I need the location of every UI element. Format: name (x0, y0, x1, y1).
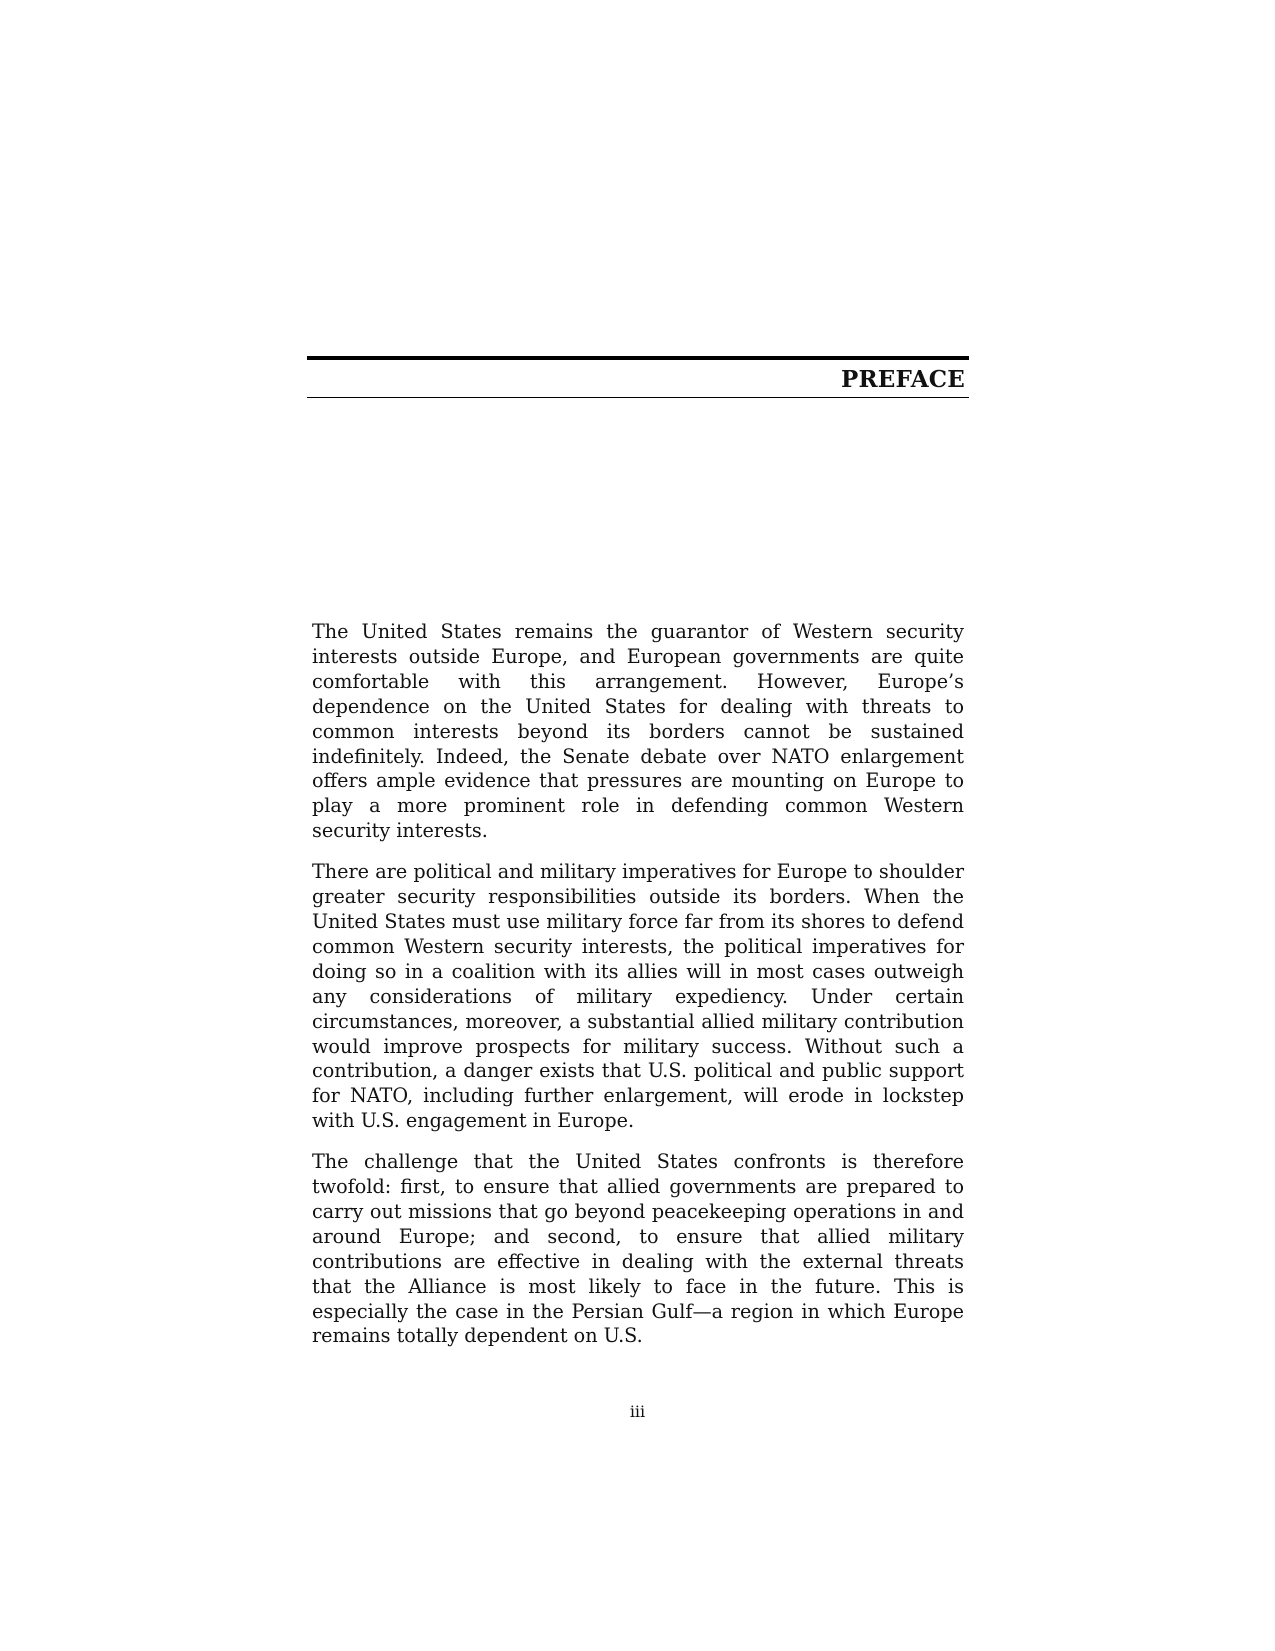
paragraph-3: The challenge that the United States confronts is therefore twofold: first, to ensure that allied governments are prepared to carry out missions that go beyond peacekeeping operations in and around Europe; and second, to ensure that allied military contributions are effective in dealing with the external threats that the Alliance is most likely to face in the future. This is especially the case in the Persian Gulf—a region in which Europe remains totally dependent on U.S. (312, 1150, 964, 1348)
page-number: iii (629, 1402, 646, 1421)
header-top-rule (307, 356, 969, 360)
paragraph-1: The United States remains the guarantor of Western security interests outside Europe, and European governments are quite comfortable with this arrangement. However, Europe’s dependence on the United States for dealing with threats to common interests beyond its borders cannot be sustained indefinitely. Indeed, the Senate debate over NATO enlargement offers ample evidence that pressures are mounting on Europe to play a more prominent role in defending common Western security interests. (312, 620, 964, 843)
chapter-title: PREFACE (840, 366, 965, 393)
chapter-header (307, 356, 969, 398)
paragraph-2: There are political and military imperatives for Europe to shoulder greater security responsibilities outside its borders. When the United States must use military force far from its shores to defend common Western security interests, the political imperatives for doing so in a coalition with its allies will in most cases outweigh any considerations of military expediency. Under certain circumstances, moreover, a substantial allied military contribution would improve prospects for military success. Without such a contribution, a danger exists that U.S. political and public support for NATO, including further enlargement, will erode in lockstep with U.S. engagement in Europe. (312, 860, 964, 1133)
header-bottom-rule (307, 397, 969, 398)
body-text (312, 620, 964, 1365)
